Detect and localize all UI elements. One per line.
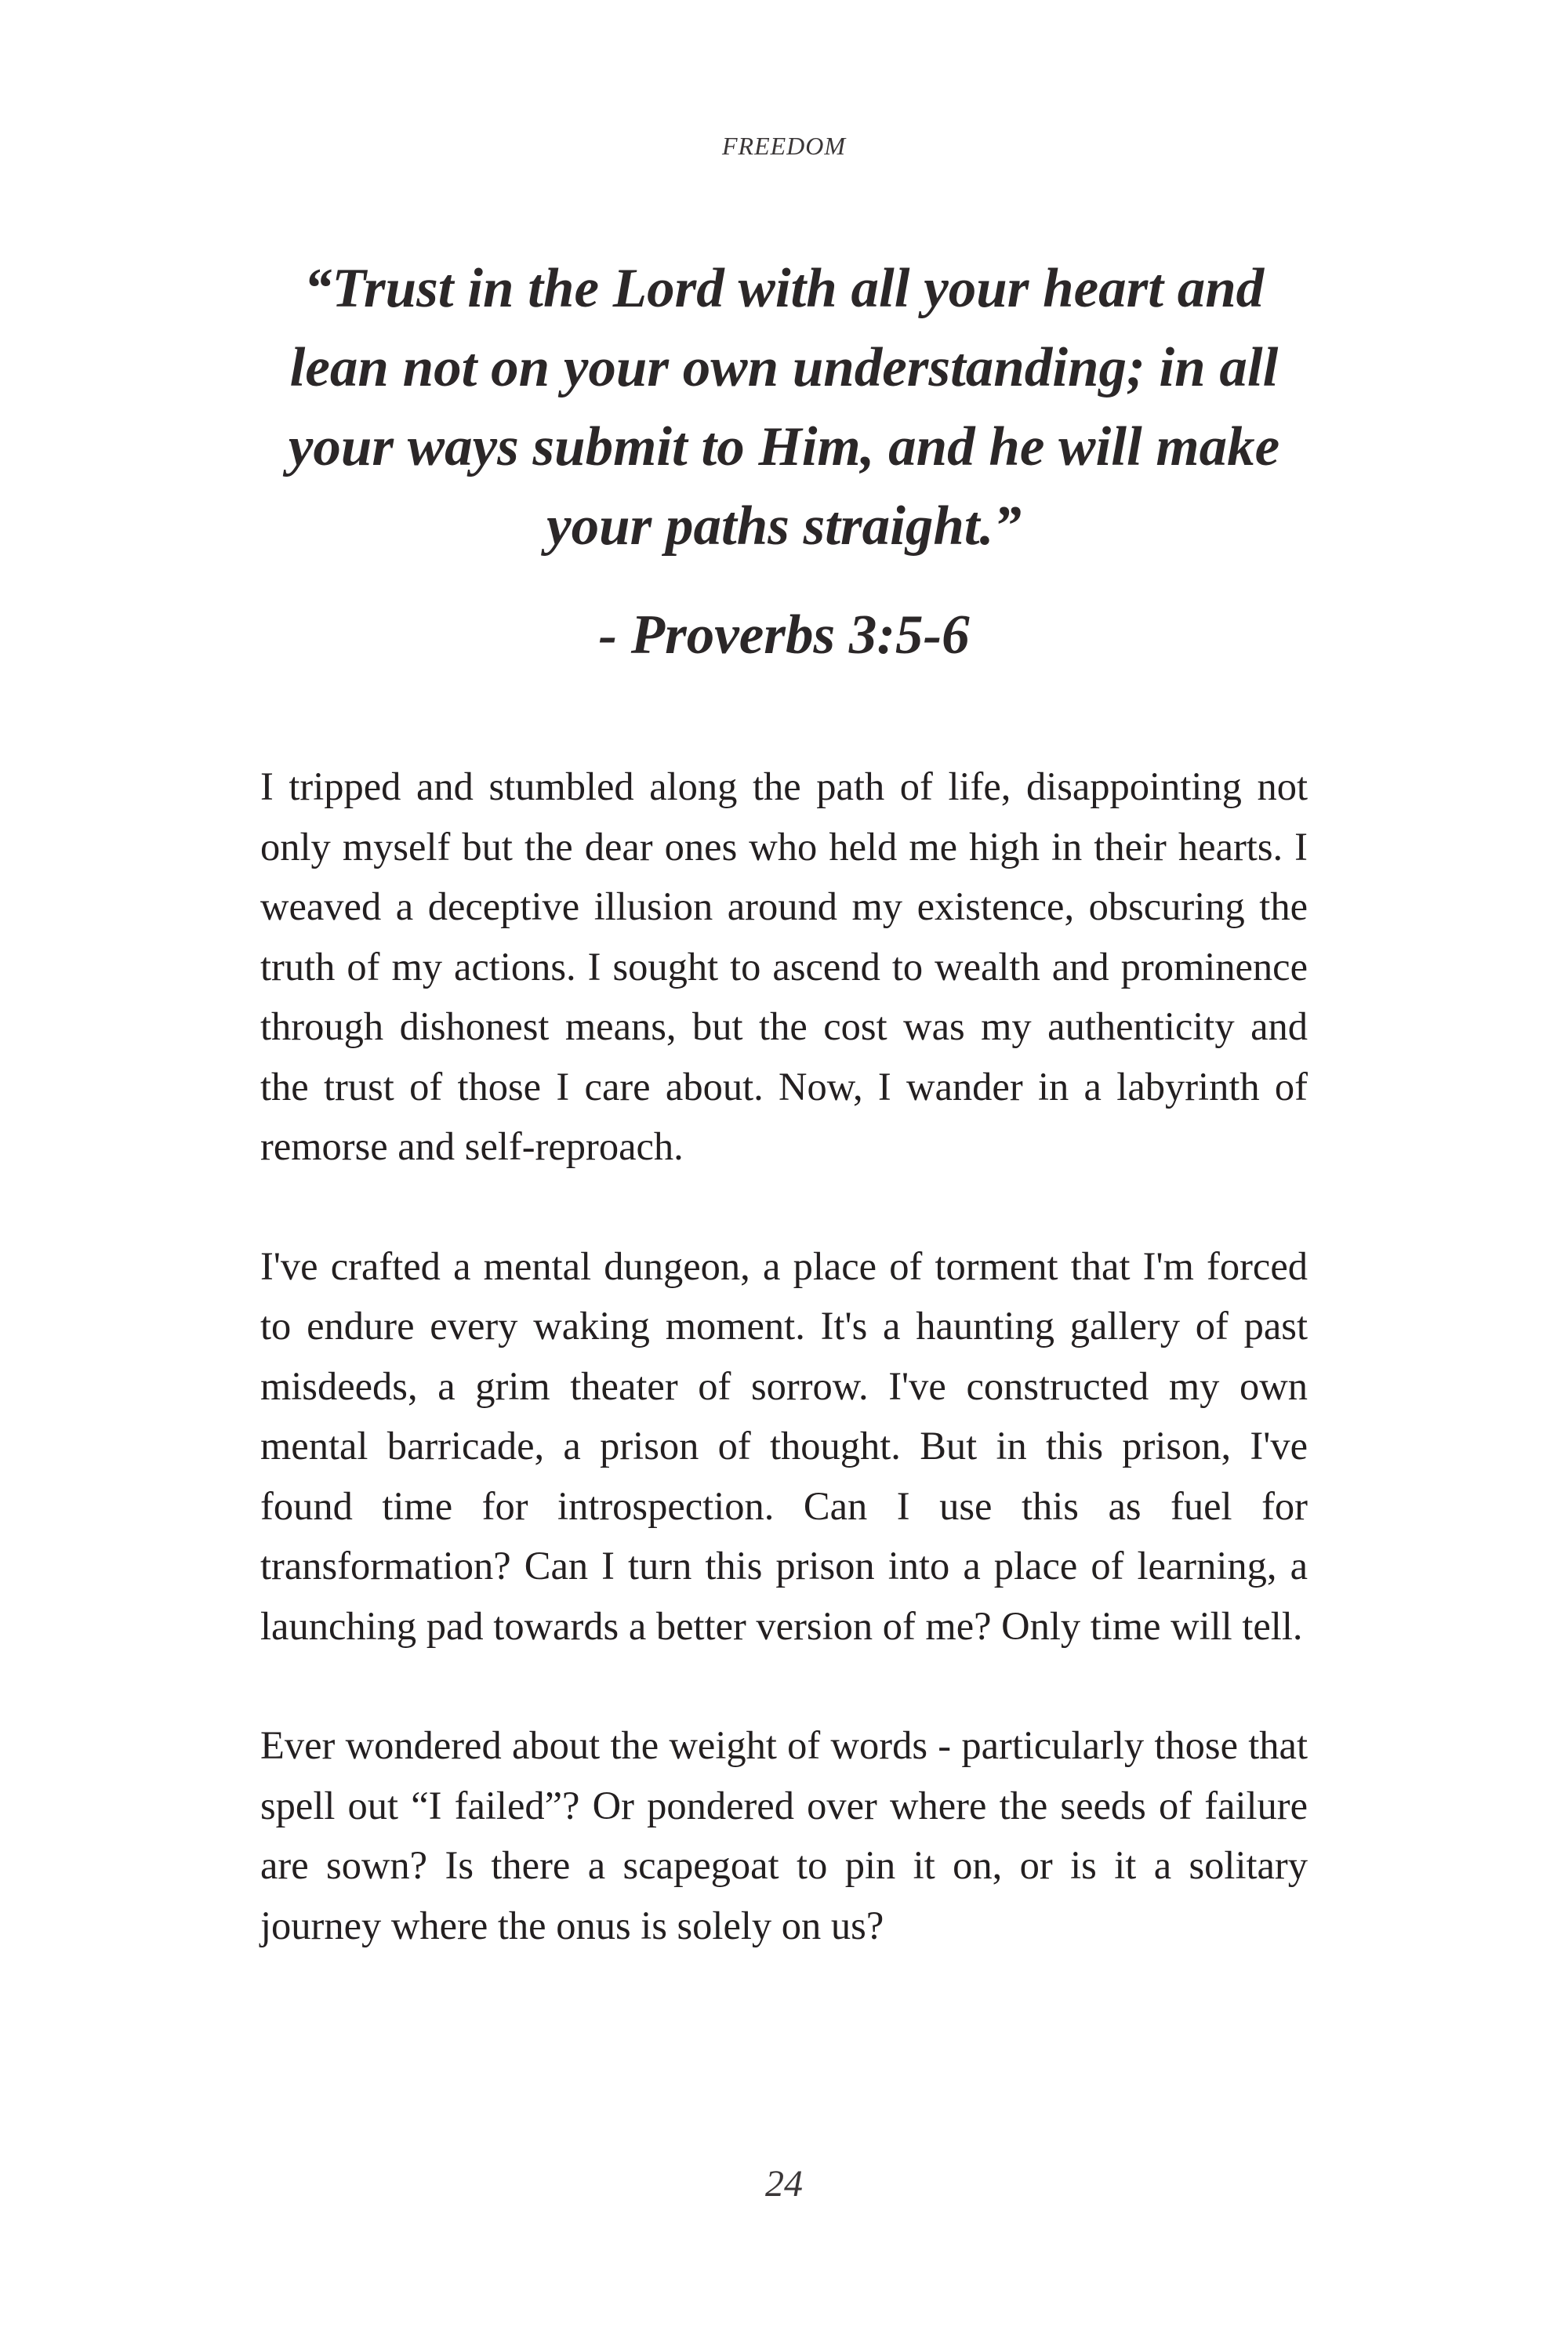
body-text	[260, 757, 1308, 2015]
page-number: 24	[765, 2163, 803, 2205]
epigraph-citation: - Proverbs 3:5-6	[598, 604, 970, 666]
body-paragraph: I've crafted a mental dungeon, a place of torment that I'm forced to endure every waking moment. It's a haunting gallery of past misdeeds, a grim theater of sorrow. I've constructed my own mental barricade, a prison of thought. But in this prison, I've found time for introspection. Can I use this as fuel for transformation? Can I turn this prison into a place of learning, a launching pad towards a better version of me? Only time will tell.	[260, 1243, 1308, 1648]
body-paragraph: Ever wondered about the weight of words - particularly those that spell out “I failed”? Or pondered over where the seeds of failure are sown? Is there a scapegoat to pin it on, or is it a solitary journey where the onus is solely on us?	[260, 1723, 1308, 1947]
body-paragraph: I tripped and stumbled along the path of life, disappointing not only myself but the dear ones who held me high in their hearts. I weaved a deceptive illusion around my existence, obscuring the truth of my actions. I sought to ascend to wealth and prominence through dishonest means, but the cost was my authenticity and the trust of those I care about. Now, I wander in a labyrinth of remorse and self-reproach.	[260, 764, 1308, 1168]
epigraph-quote: “Trust in the Lord with all your heart and lean not on your own understanding; in all your ways submit to Him, and he will make your paths straight.”	[288, 258, 1280, 557]
running-header: FREEDOM	[721, 132, 847, 160]
